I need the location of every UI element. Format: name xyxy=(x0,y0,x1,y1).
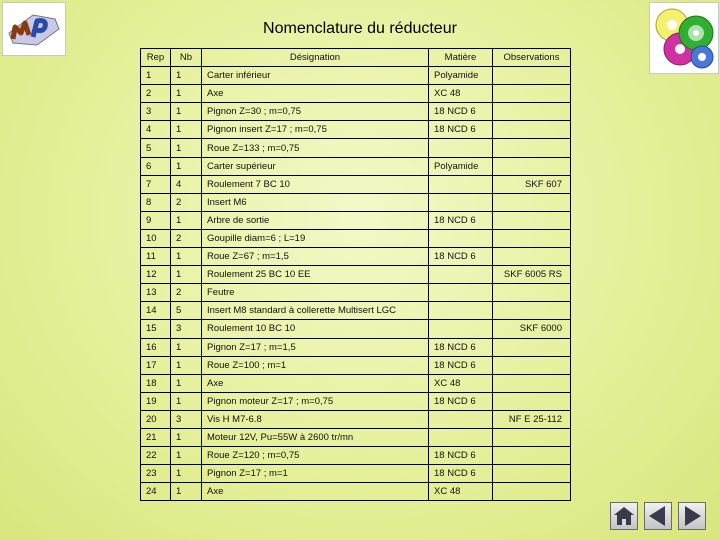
table-row xyxy=(141,465,571,483)
cell-observations xyxy=(493,447,571,465)
cell-matiere: 18 NCD 6 xyxy=(429,392,493,410)
mp-logo-icon xyxy=(2,2,66,56)
table-row xyxy=(141,139,571,157)
table-row xyxy=(141,229,571,247)
gears-logo-icon xyxy=(649,2,719,74)
cell-matiere xyxy=(429,284,493,302)
cell-rep: 4 xyxy=(141,121,171,139)
table-row xyxy=(141,175,571,193)
table-row xyxy=(141,67,571,85)
cell-nb: 1 xyxy=(171,248,202,266)
cell-designation: Pignon insert Z=17 ; m=0,75 xyxy=(202,121,429,139)
cell-observations xyxy=(493,67,571,85)
cell-rep: 15 xyxy=(141,320,171,338)
cell-designation: Roue Z=67 ; m=1,5 xyxy=(202,248,429,266)
table-row xyxy=(141,193,571,211)
cell-nb: 5 xyxy=(171,302,202,320)
cell-observations xyxy=(493,356,571,374)
cell-rep: 13 xyxy=(141,284,171,302)
cell-rep: 6 xyxy=(141,157,171,175)
cell-rep: 16 xyxy=(141,338,171,356)
cell-rep: 5 xyxy=(141,139,171,157)
cell-observations xyxy=(493,229,571,247)
cell-nb: 1 xyxy=(171,121,202,139)
cell-designation: Insert M6 xyxy=(202,193,429,211)
cell-observations xyxy=(493,284,571,302)
cell-matiere xyxy=(429,175,493,193)
cell-observations xyxy=(493,338,571,356)
cell-designation: Roulement 7 BC 10 xyxy=(202,175,429,193)
cell-nb: 1 xyxy=(171,428,202,446)
cell-rep: 7 xyxy=(141,175,171,193)
cell-rep: 23 xyxy=(141,465,171,483)
cell-rep: 17 xyxy=(141,356,171,374)
table-row xyxy=(141,483,571,501)
column-header-matiere: Matière xyxy=(429,49,493,67)
column-header-nb: Nb xyxy=(171,49,202,67)
table-row xyxy=(141,103,571,121)
cell-designation: Goupille diam=6 ; L=19 xyxy=(202,229,429,247)
cell-nb: 2 xyxy=(171,284,202,302)
cell-nb: 1 xyxy=(171,465,202,483)
table-row xyxy=(141,356,571,374)
previous-button[interactable] xyxy=(644,502,672,530)
cell-rep: 2 xyxy=(141,85,171,103)
table-row xyxy=(141,85,571,103)
cell-designation: Moteur 12V, Pu=55W à 2600 tr/mn xyxy=(202,428,429,446)
cell-matiere: 18 NCD 6 xyxy=(429,338,493,356)
cell-observations xyxy=(493,121,571,139)
table-row xyxy=(141,284,571,302)
cell-observations xyxy=(493,139,571,157)
cell-designation: Roue Z=100 ; m=1 xyxy=(202,356,429,374)
cell-nb: 1 xyxy=(171,392,202,410)
table-row xyxy=(141,157,571,175)
cell-matiere: XC 48 xyxy=(429,374,493,392)
cell-designation: Pignon Z=17 ; m=1 xyxy=(202,465,429,483)
table-row xyxy=(141,320,571,338)
column-header-rep: Rep xyxy=(141,49,171,67)
next-arrow-icon xyxy=(679,503,705,529)
cell-matiere: 18 NCD 6 xyxy=(429,121,493,139)
table-row xyxy=(141,266,571,284)
cell-matiere: XC 48 xyxy=(429,483,493,501)
cell-observations: SKF 607 xyxy=(493,175,571,193)
cell-nb: 1 xyxy=(171,447,202,465)
cell-matiere: 18 NCD 6 xyxy=(429,211,493,229)
cell-designation: Vis H M7-6.8 xyxy=(202,410,429,428)
table-row xyxy=(141,248,571,266)
cell-observations xyxy=(493,211,571,229)
cell-nb: 1 xyxy=(171,211,202,229)
cell-observations xyxy=(493,302,571,320)
cell-observations xyxy=(493,483,571,501)
cell-matiere: Polyamide xyxy=(429,67,493,85)
table-row xyxy=(141,121,571,139)
cell-observations xyxy=(493,465,571,483)
cell-observations xyxy=(493,193,571,211)
cell-matiere: 18 NCD 6 xyxy=(429,447,493,465)
cell-designation: Insert M8 standard à collerette Multisert LGC xyxy=(202,302,429,320)
column-header-observations: Observations xyxy=(493,49,571,67)
cell-designation: Pignon Z=17 ; m=1,5 xyxy=(202,338,429,356)
cell-rep: 20 xyxy=(141,410,171,428)
cell-nb: 1 xyxy=(171,157,202,175)
cell-matiere: 18 NCD 6 xyxy=(429,248,493,266)
cell-rep: 11 xyxy=(141,248,171,266)
cell-rep: 3 xyxy=(141,103,171,121)
cell-matiere xyxy=(429,320,493,338)
cell-designation: Axe xyxy=(202,483,429,501)
cell-observations xyxy=(493,103,571,121)
cell-matiere xyxy=(429,428,493,446)
cell-nb: 3 xyxy=(171,320,202,338)
cell-matiere: Polyamide xyxy=(429,157,493,175)
table-row xyxy=(141,392,571,410)
table-row xyxy=(141,447,571,465)
cell-nb: 1 xyxy=(171,266,202,284)
cell-rep: 18 xyxy=(141,374,171,392)
previous-arrow-icon xyxy=(645,503,671,529)
cell-matiere xyxy=(429,302,493,320)
cell-matiere xyxy=(429,193,493,211)
home-icon xyxy=(611,503,637,529)
cell-rep: 10 xyxy=(141,229,171,247)
cell-nb: 1 xyxy=(171,483,202,501)
cell-rep: 24 xyxy=(141,483,171,501)
cell-matiere: 18 NCD 6 xyxy=(429,465,493,483)
cell-observations: NF E 25-112 xyxy=(493,410,571,428)
cell-observations xyxy=(493,374,571,392)
cell-rep: 21 xyxy=(141,428,171,446)
cell-matiere: 18 NCD 6 xyxy=(429,103,493,121)
cell-rep: 9 xyxy=(141,211,171,229)
column-header-designation: Désignation xyxy=(202,49,429,67)
cell-designation: Roue Z=133 ; m=0,75 xyxy=(202,139,429,157)
cell-nb: 2 xyxy=(171,229,202,247)
table-header-row xyxy=(141,49,571,67)
cell-designation: Roue Z=120 ; m=0,75 xyxy=(202,447,429,465)
cell-matiere xyxy=(429,139,493,157)
nomenclature-table xyxy=(140,48,571,501)
cell-designation: Pignon moteur Z=17 ; m=0,75 xyxy=(202,392,429,410)
cell-designation: Axe xyxy=(202,374,429,392)
table-row xyxy=(141,211,571,229)
cell-nb: 1 xyxy=(171,338,202,356)
cell-nb: 4 xyxy=(171,175,202,193)
cell-nb: 1 xyxy=(171,103,202,121)
cell-nb: 1 xyxy=(171,67,202,85)
cell-observations xyxy=(493,428,571,446)
cell-designation: Pignon Z=30 ; m=0,75 xyxy=(202,103,429,121)
cell-nb: 1 xyxy=(171,85,202,103)
next-button[interactable] xyxy=(678,502,706,530)
cell-designation: Carter supérieur xyxy=(202,157,429,175)
home-button[interactable] xyxy=(610,502,638,530)
cell-matiere xyxy=(429,229,493,247)
cell-rep: 22 xyxy=(141,447,171,465)
cell-observations xyxy=(493,392,571,410)
cell-rep: 12 xyxy=(141,266,171,284)
cell-nb: 2 xyxy=(171,193,202,211)
cell-observations: SKF 6005 RS xyxy=(493,266,571,284)
cell-rep: 19 xyxy=(141,392,171,410)
cell-nb: 1 xyxy=(171,356,202,374)
table-row xyxy=(141,428,571,446)
cell-nb: 1 xyxy=(171,139,202,157)
cell-matiere xyxy=(429,266,493,284)
cell-rep: 14 xyxy=(141,302,171,320)
cell-designation: Roulement 25 BC 10 EE xyxy=(202,266,429,284)
cell-designation: Feutre xyxy=(202,284,429,302)
cell-rep: 8 xyxy=(141,193,171,211)
cell-matiere: 18 NCD 6 xyxy=(429,356,493,374)
cell-rep: 1 xyxy=(141,67,171,85)
cell-matiere: XC 48 xyxy=(429,85,493,103)
cell-observations xyxy=(493,248,571,266)
table-row xyxy=(141,374,571,392)
cell-designation: Axe xyxy=(202,85,429,103)
cell-nb: 1 xyxy=(171,374,202,392)
table-row xyxy=(141,302,571,320)
cell-designation: Roulement 10 BC 10 xyxy=(202,320,429,338)
table-row xyxy=(141,410,571,428)
cell-observations xyxy=(493,157,571,175)
cell-observations: SKF 6000 xyxy=(493,320,571,338)
cell-matiere xyxy=(429,410,493,428)
cell-observations xyxy=(493,85,571,103)
table-body xyxy=(141,67,571,501)
cell-nb: 3 xyxy=(171,410,202,428)
page-title: Nomenclature du réducteur xyxy=(263,20,457,37)
cell-designation: Carter inférieur xyxy=(202,67,429,85)
cell-designation: Arbre de sortie xyxy=(202,211,429,229)
table-row xyxy=(141,338,571,356)
